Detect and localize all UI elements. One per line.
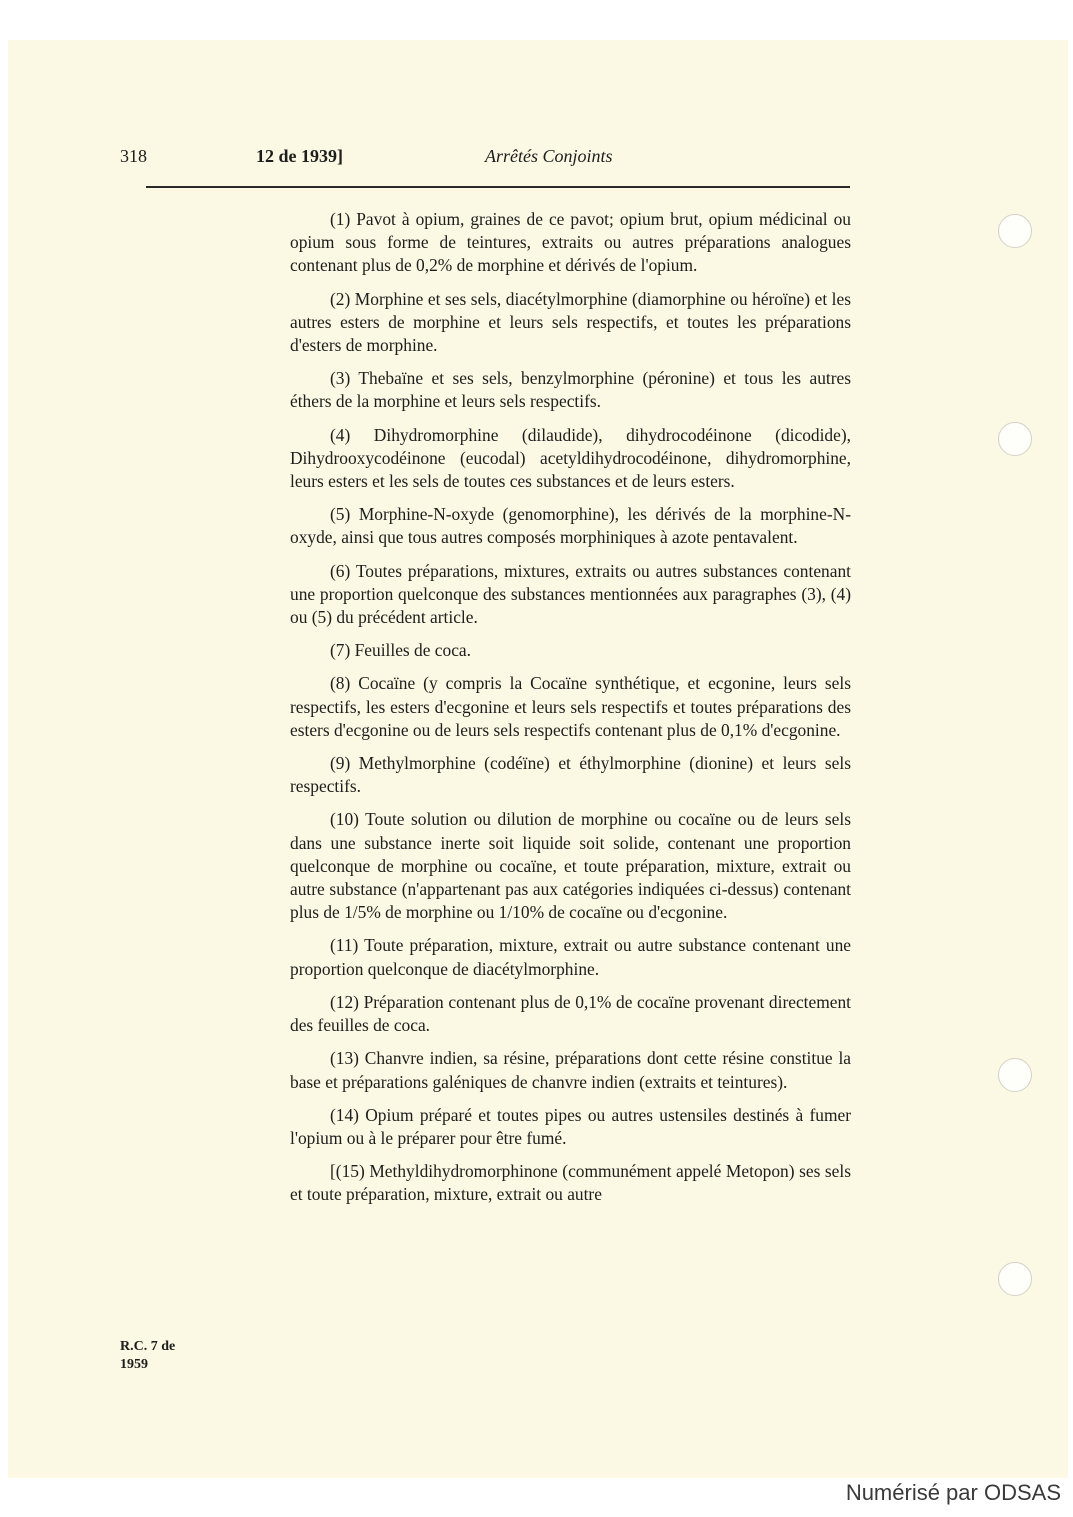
paragraph-7: (7) Feuilles de coca. (330, 640, 472, 661)
punch-hole-icon (998, 1262, 1032, 1296)
header-rule (146, 186, 850, 188)
page-number: 318 (120, 146, 147, 166)
punch-hole-icon (998, 1058, 1032, 1092)
paragraph-5: (5) Morphine-N-oxyde (genomorphine), les dérivés de la morphine-N-oxyde, ainsi que tous autres composés morphiniques à azote pentavalent. (290, 504, 851, 548)
paragraph-15: [(15) Methyldihydromorphinone (communément appelé Metopon) ses sels et toute préparation, mixture, extrait ou autre (290, 1161, 851, 1205)
margin-note (120, 1338, 210, 1374)
paragraph-2: (2) Morphine et ses sels, diacétylmorphine (diamorphine ou héroïne) et les autres esters de morphine et leurs sels respectifs, et toutes les préparations d'esters de morphine. (290, 288, 851, 356)
paragraph-3: (3) Thebaïne et ses sels, benzylmorphine (péronine) et tous les autres éthers de la morphine et leurs sels respectifs. (290, 368, 851, 412)
body-text (290, 208, 851, 1217)
paragraph-11: (11) Toute préparation, mixture, extrait ou autre substance contenant une proportion quelconque de diacétylmorphine. (290, 935, 851, 979)
digitization-watermark: Numérisé par ODSAS (845, 1480, 1061, 1505)
paragraph-4: (4) Dihydromorphine (dilaudide), dihydrocodéinone (dicodide), Dihydrooxycodéinone (eucodal) acetyldihydrocodéinone, dihydromorphine, leurs esters et les sels de toutes ces substances et de leurs esters. (290, 424, 851, 492)
paragraph-12: (12) Préparation contenant plus de 0,1% de cocaïne provenant directement des feuilles de coca. (290, 991, 851, 1036)
paragraph-13: (13) Chanvre indien, sa résine, préparations dont cette résine constitue la base et préparations galéniques de chanvre indien (extraits et teintures). (290, 1048, 851, 1092)
paragraph-10: (10) Toute solution ou dilution de morphine ou cocaïne ou de leurs sels dans une substance inerte soit liquide soit solide, contenant une proportion quelconque de morphine ou cocaïne, et toute préparation, mixture, extrait ou autre substance (n'appartenant pas aux catégories indiquées ci-dessus) contenant plus de 1/5% de morphine ou 1/10% de cocaïne ou d'ecgonine. (290, 809, 851, 923)
header-title: Arrêtés Conjoints (485, 146, 613, 166)
margin-note-line-2: 1959 (120, 1357, 148, 1372)
header-date: 12 de 1939] (256, 146, 343, 166)
punch-hole-icon (998, 422, 1032, 456)
paragraph-6: (6) Toutes préparations, mixtures, extraits ou autres substances contenant une proportion quelconque des substances mentionnées aux paragraphes (3), (4) ou (5) du précédent article. (290, 560, 851, 628)
paragraph-14: (14) Opium préparé et toutes pipes ou autres ustensiles destinés à fumer l'opium ou à le préparer pour être fumé. (290, 1104, 851, 1148)
paragraph-9: (9) Methylmorphine (codéïne) et éthylmorphine (dionine) et leurs sels respectifs. (290, 753, 851, 797)
paragraph-1: (1) Pavot à opium, graines de ce pavot; opium brut, opium médicinal ou opium sous forme de teintures, extraits ou autres préparations analogues contenant plus de 0,2% de morphine et dérivés de l'opium. (290, 209, 851, 276)
punch-hole-icon (998, 214, 1032, 248)
paragraph-8: (8) Cocaïne (y compris la Cocaïne synthétique, et ecgonine, leurs sels respectifs, les esters d'ecgonine et leurs sels respectifs et toutes préparations des esters d'ecgonine ou de leurs sels respectifs contenant plus de 0,1% d'ecgonine. (290, 673, 851, 740)
margin-note-line-1: R.C. 7 de (120, 1339, 176, 1354)
